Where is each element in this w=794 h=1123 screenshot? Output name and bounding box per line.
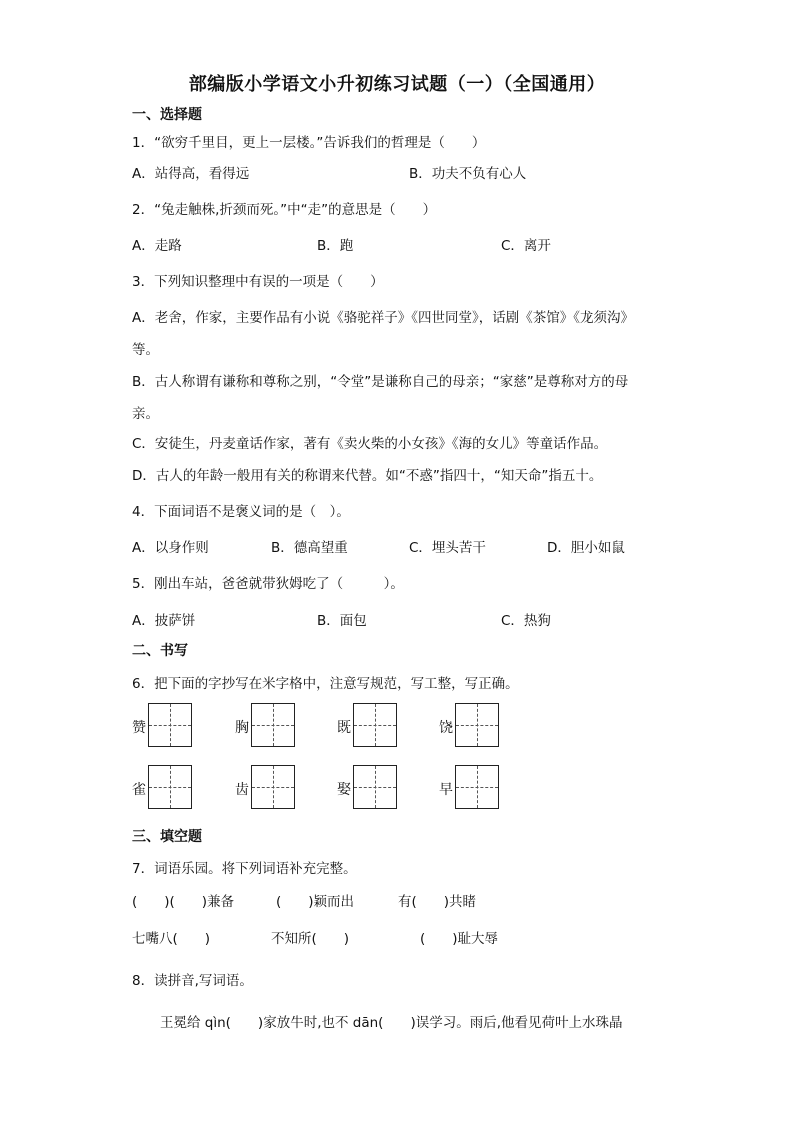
question-4-option-b: B．德高望重 <box>271 540 348 556</box>
question-5-option-b: B．面包 <box>317 613 367 629</box>
question-1-option-a: A．站得高，看得远 <box>132 166 250 182</box>
grid-char: 娶 <box>337 782 351 798</box>
writing-grid-box[interactable] <box>148 765 192 809</box>
question-8-stem: 8．读拼音,写词语。 <box>132 973 253 989</box>
grid-char: 既 <box>337 720 351 736</box>
section-heading-fill-blank: 三、填空题 <box>132 829 202 845</box>
question-7-item: ( )耻大辱 <box>420 931 499 947</box>
question-4-option-c: C．埋头苦干 <box>409 540 486 556</box>
question-7-stem: 7．词语乐园。将下列词语补充完整。 <box>132 861 357 877</box>
section-heading-writing: 二、书写 <box>132 643 188 659</box>
question-5-option-c: C．热狗 <box>501 613 551 629</box>
question-4-option-a: A．以身作则 <box>132 540 209 556</box>
question-5-stem: 5．刚出车站，爸爸就带狄姆吃了（ ）。 <box>132 576 404 592</box>
writing-grid-box[interactable] <box>353 703 397 747</box>
question-7-item: ( )颖而出 <box>276 894 355 910</box>
question-2-option-b: B．跑 <box>317 238 354 254</box>
question-1-option-b: B．功夫不负有心人 <box>409 166 527 182</box>
writing-grid-box[interactable] <box>455 703 499 747</box>
question-2-option-c: C．离开 <box>501 238 551 254</box>
grid-char: 饶 <box>439 720 453 736</box>
grid-char: 赞 <box>132 720 146 736</box>
writing-grid-box[interactable] <box>251 765 295 809</box>
writing-grid-box[interactable] <box>148 703 192 747</box>
grid-char: 早 <box>439 782 453 798</box>
question-6-stem: 6．把下面的字抄写在米字格中，注意写规范，写工整，写正确。 <box>132 676 519 692</box>
question-2-stem: 2．“兔走触株,折颈而死。”中“走”的意思是（ ） <box>132 202 437 218</box>
question-7-item: 有( )共睹 <box>398 894 477 910</box>
question-7-item: 不知所( ) <box>271 931 350 947</box>
question-3-option-d: D．古人的年龄一般用有关的称谓来代替。如“不惑”指四十，“知天命”指五十。 <box>132 468 603 484</box>
grid-char: 齿 <box>235 782 249 798</box>
grid-char: 雀 <box>132 782 146 798</box>
question-8-text: 王冕给 qìn( )家放牛时,也不 dān( )误学习。雨后,他看见荷叶上水珠晶 <box>160 1015 623 1031</box>
page-title: 部编版小学语文小升初练习试题（一）（全国通用） <box>188 74 606 95</box>
question-3-stem: 3．下列知识整理中有误的一项是（ ） <box>132 274 384 290</box>
question-5-option-a: A．披萨饼 <box>132 613 196 629</box>
question-3-option-b-line2: 亲。 <box>132 406 159 422</box>
question-3-option-a-line1: A．老舍，作家，主要作品有小说《骆驼祥子》《四世同堂》，话剧《茶馆》《龙须沟》 <box>132 310 634 326</box>
question-7-item: ( )( )兼备 <box>132 894 235 910</box>
section-heading-choice: 一、选择题 <box>132 107 202 123</box>
writing-grid-box[interactable] <box>353 765 397 809</box>
grid-char: 胸 <box>235 720 249 736</box>
writing-grid-box[interactable] <box>251 703 295 747</box>
writing-grid-box[interactable] <box>455 765 499 809</box>
question-4-option-d: D．胆小如鼠 <box>547 540 625 556</box>
question-3-option-c: C．安徒生，丹麦童话作家，著有《卖火柴的小女孩》《海的女儿》等童话作品。 <box>132 436 608 452</box>
question-4-stem: 4．下面词语不是褒义词的是（ ）。 <box>132 504 350 520</box>
question-3-option-b-line1: B．古人称谓有谦称和尊称之别，“令堂”是谦称自己的母亲；“家慈”是尊称对方的母 <box>132 374 629 390</box>
question-2-option-a: A．走路 <box>132 238 182 254</box>
question-3-option-a-line2: 等。 <box>132 342 159 358</box>
question-7-item: 七嘴八( ) <box>132 931 211 947</box>
question-1-stem: 1．“欲穷千里目，更上一层楼。”告诉我们的哲理是（ ） <box>132 135 486 151</box>
